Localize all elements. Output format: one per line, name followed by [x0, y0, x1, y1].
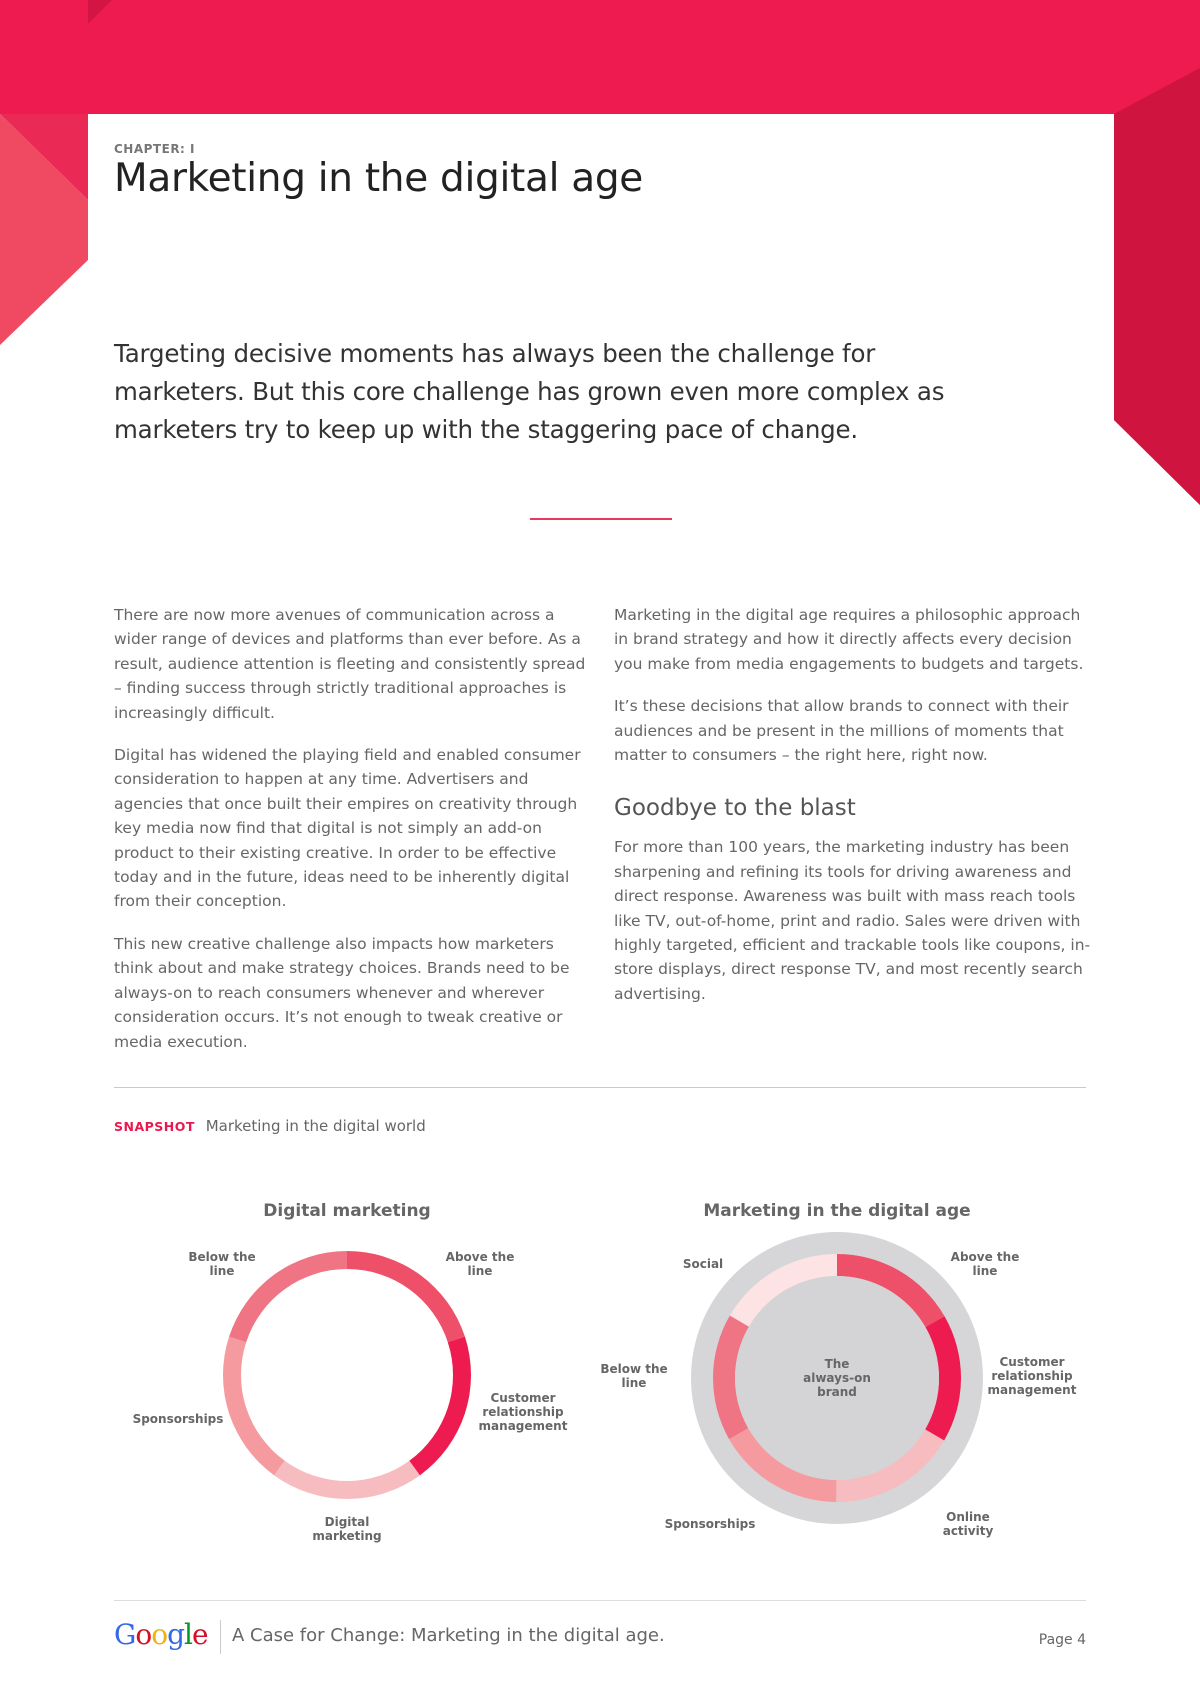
chart-title: Digital marketing: [263, 1201, 431, 1221]
segment-label: Online activity: [942, 1510, 994, 1538]
segment-label: Social: [682, 1257, 724, 1271]
chart-title: Marketing in the digital age: [703, 1201, 971, 1221]
snapshot-tag: SNAPSHOT: [114, 1119, 195, 1134]
chart-marketing-digital-age: [600, 1201, 1076, 1538]
pie-slice: [347, 1251, 465, 1342]
segment-label: Customer relationship management: [478, 1391, 568, 1433]
intro-paragraph: Targeting decisive moments has always been the challenge for marketers. But this core challenge has grown even more complex as marketers try to keep up with the staggering pace of change.: [114, 339, 945, 444]
snapshot-text: Marketing in the digital world: [205, 1117, 426, 1135]
footer-title: A Case for Change: Marketing in the digital age.: [232, 1625, 665, 1646]
google-logo: Google: [114, 1618, 208, 1651]
page-title: Marketing in the digital age: [114, 156, 643, 201]
accent-divider: [530, 518, 672, 520]
pie-slice: [223, 1337, 285, 1476]
segment-label: Sponsorships: [132, 1412, 224, 1426]
segment-label: Below the line: [600, 1362, 668, 1390]
segment-label: Sponsorships: [664, 1517, 756, 1531]
footer-separator: [220, 1620, 221, 1654]
chapter-label: CHAPTER: I: [114, 142, 195, 156]
body-paragraph: It’s these decisions that allow brands to connect with their audiences and be present in the millions of moments that matter to consumers – the right here, right now.: [614, 697, 1069, 765]
chart-digital-marketing: [133, 1201, 568, 1543]
pie-slice: [409, 1337, 471, 1476]
snapshot-charts: [0, 1180, 1200, 1560]
segment-label: Above the line: [445, 1250, 515, 1278]
pie-slice: [229, 1251, 347, 1342]
footer-divider: [114, 1600, 1086, 1601]
body-paragraph: This new creative challenge also impacts how marketers think about and make strategy choices. Brands need to be always-on to reach consumers whenever and wherever consideration occurs. It’s not enough to tweak creative or media execution.: [114, 934, 570, 1051]
body-paragraph: There are now more avenues of communication across a wider range of devices and platforms than ever before. As a result, audience attention is fleeting and consistently spread – finding success through strictly traditional approaches is increasingly difficult.: [114, 606, 586, 722]
segment-label: Customer relationship management: [987, 1355, 1077, 1397]
body-paragraph: For more than 100 years, the marketing industry has been sharpening and refining its tools for driving awareness and direct response. Awareness was built with mass reach tools like TV, out-of-home, print and radio. Sales were driven with highly targeted, efficient and trackable tools like coupons, in-store displays, direct response TV, and most recently search advertising.: [614, 838, 1091, 1003]
page-number: Page 4: [1038, 1632, 1086, 1648]
snapshot-caption: [114, 1117, 426, 1135]
pie-slice: [274, 1461, 420, 1499]
segment-label: Above the line: [950, 1250, 1020, 1278]
body-column-right: [614, 603, 1096, 1024]
segment-label: Digital marketing: [312, 1515, 382, 1543]
section-subheading: Goodbye to the blast: [614, 795, 856, 822]
body-paragraph: Digital has widened the playing field and enabled consumer consideration to happen at any time. Advertisers and agencies that once built their empires on creativity through key media now find that digital is not simply an add-on product to their existing creative. In order to be effective today and in the future, ideas need to be inherently digital from their conception.: [114, 746, 581, 911]
segment-label: Below the line: [188, 1250, 256, 1278]
section-divider: [114, 1087, 1086, 1088]
body-column-left: [114, 603, 596, 1072]
body-paragraph: Marketing in the digital age requires a philosophic approach in brand strategy and how it directly affects every decision you make from media engagements to budgets and targets.: [614, 606, 1084, 673]
center-label: The always-on brand: [803, 1357, 871, 1399]
